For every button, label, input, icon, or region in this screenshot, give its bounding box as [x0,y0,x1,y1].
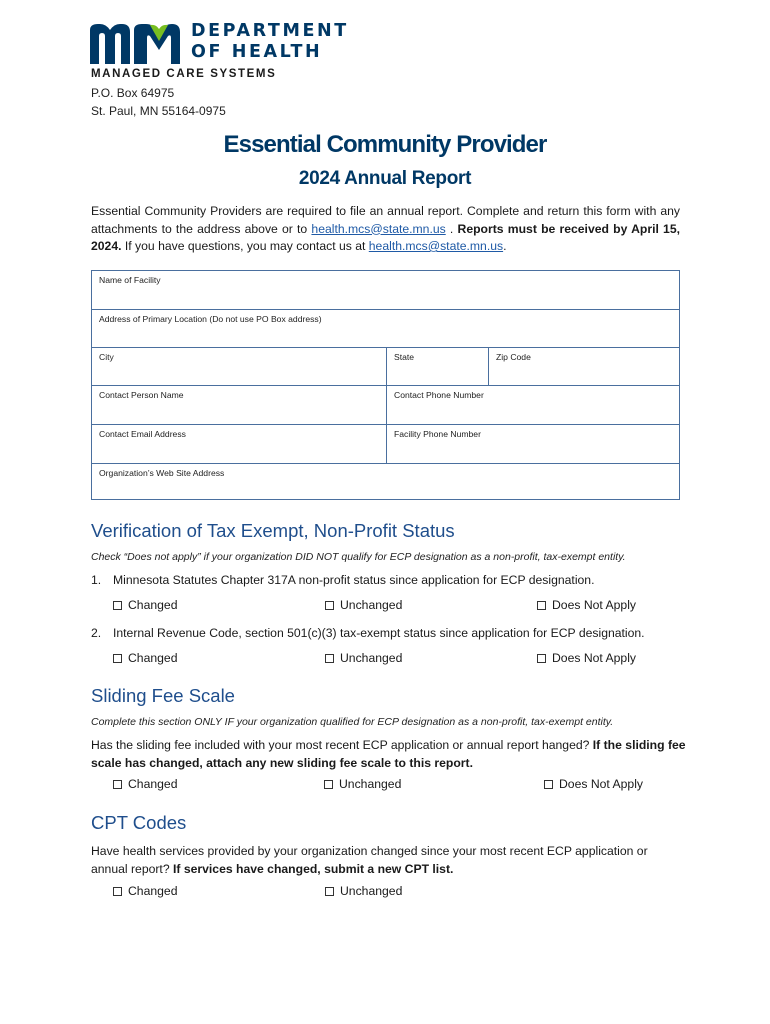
q2-changed-label: Changed [128,651,178,665]
cpt-question-text: Have health services provided by your organization changed since your most recent ECP application or annual report? [91,844,648,876]
cpt-question [91,843,676,878]
sliding-changed-checkbox[interactable] [113,777,177,791]
q2-not-apply-label: Does Not Apply [552,651,637,665]
checkbox-icon [325,654,334,663]
facility-phone-field[interactable] [386,425,679,464]
facility-name-label: Name of Facility [99,275,161,285]
mn-logo-icon [90,24,182,64]
q1-unchanged-label: Unchanged [340,598,403,612]
deadline-text: Reports must be received by April 15, 2024. [91,221,680,253]
q2-unchanged-checkbox[interactable] [325,651,402,665]
sliding-not-apply-checkbox[interactable] [544,777,643,791]
contact-phone-field[interactable] [386,386,679,425]
facility-info-form [91,270,680,500]
tax-section-heading: Verification of Tax Exempt, Non-Profit Status [91,520,455,541]
city-field[interactable] [92,348,386,386]
address-line-1: P.O. Box 64975 [91,86,175,100]
q2-unchanged-label: Unchanged [340,651,403,665]
facility-name-field[interactable] [92,271,679,310]
checkbox-icon [544,780,553,789]
checkbox-icon [113,780,122,789]
city-label: City [99,352,114,362]
state-field[interactable] [386,348,488,386]
cpt-changed-label: Changed [128,884,178,898]
checkbox-icon [324,780,333,789]
sliding-changed-label: Changed [128,777,178,791]
zip-label: Zip Code [496,352,531,362]
facility-phone-label: Facility Phone Number [394,429,481,439]
tax-section-note: Check “Does not apply” if your organization DID NOT qualify for ECP designation as a non-profit, tax-exempt entity. [91,551,626,563]
address-line-2: St. Paul, MN 55164-0975 [91,104,226,118]
website-field[interactable] [92,464,679,499]
question-1-text: Minnesota Statutes Chapter 317A non-profit status since application for ECP designation. [113,573,595,587]
contact-email-label: Contact Email Address [99,429,186,439]
department-of-health-wordmark [191,21,349,64]
sliding-section-heading: Sliding Fee Scale [91,685,235,706]
q1-not-apply-checkbox[interactable] [537,598,636,612]
q2-not-apply-checkbox[interactable] [537,651,636,665]
checkbox-icon [537,601,546,610]
cpt-unchanged-label: Unchanged [340,884,403,898]
contact-phone-label: Contact Phone Number [394,390,484,400]
cpt-unchanged-checkbox[interactable] [325,884,402,898]
checkbox-icon [325,601,334,610]
q1-unchanged-checkbox[interactable] [325,598,402,612]
website-label: Organization’s Web Site Address [99,468,225,478]
logo-line-2: OF HEALTH [191,42,323,63]
checkbox-icon [325,887,334,896]
sliding-question-text: Has the sliding fee included with your most recent ECP application or annual report hanged? [91,738,593,752]
checkbox-icon [537,654,546,663]
email-link-2[interactable]: health.mcs@state.mn.us [368,239,504,253]
sliding-unchanged-label: Unchanged [339,777,402,791]
intro-text-2: . [445,221,458,236]
logo-line-1: DEPARTMENT [191,21,349,41]
question-2-text: Internal Revenue Code, section 501(c)(3) tax-exempt status since application for ECP designation. [113,626,645,640]
cpt-section-heading: CPT Codes [91,812,187,833]
primary-address-label: Address of Primary Location (Do not use PO Box address) [99,314,322,324]
cpt-instruction: If services have changed, submit a new CPT list. [173,861,454,876]
checkbox-icon [113,601,122,610]
contact-person-label: Contact Person Name [99,390,184,400]
checkbox-icon [113,887,122,896]
intro-paragraph [91,203,680,256]
email-link-1[interactable]: health.mcs@state.mn.us [311,221,446,236]
primary-address-field[interactable] [92,310,679,348]
contact-email-field[interactable] [92,425,386,464]
contact-person-field[interactable] [92,386,386,425]
question-1-number: 1. [91,573,102,587]
page-title: Essential Community Provider [223,131,547,158]
sliding-question [91,737,687,772]
intro-text-3: If you have questions, you may contact us at [121,239,369,253]
cpt-changed-checkbox[interactable] [113,884,177,898]
sliding-section-note: Complete this section ONLY IF your organization qualified for ECP designation as a non-profit, tax-exempt entity. [91,716,614,728]
sliding-not-apply-label: Does Not Apply [559,777,644,791]
page-subtitle: 2024 Annual Report [298,168,472,189]
intro-text-4: . [503,239,507,253]
sliding-instruction: If the sliding fee scale has changed, attach any new sliding fee scale to this report. [91,738,686,770]
checkbox-icon [113,654,122,663]
state-label: State [394,352,415,362]
question-2-number: 2. [91,626,102,640]
intro-text-1: Essential Community Providers are required to file an annual report. Complete and return this form with any attachments to the address above or to [91,204,680,236]
org-unit: MANAGED CARE SYSTEMS [91,68,277,80]
sliding-unchanged-checkbox[interactable] [324,777,401,791]
q1-not-apply-label: Does Not Apply [552,598,637,612]
zip-field[interactable] [488,348,679,386]
q1-changed-checkbox[interactable] [113,598,177,612]
q2-changed-checkbox[interactable] [113,651,177,665]
q1-changed-label: Changed [128,598,178,612]
